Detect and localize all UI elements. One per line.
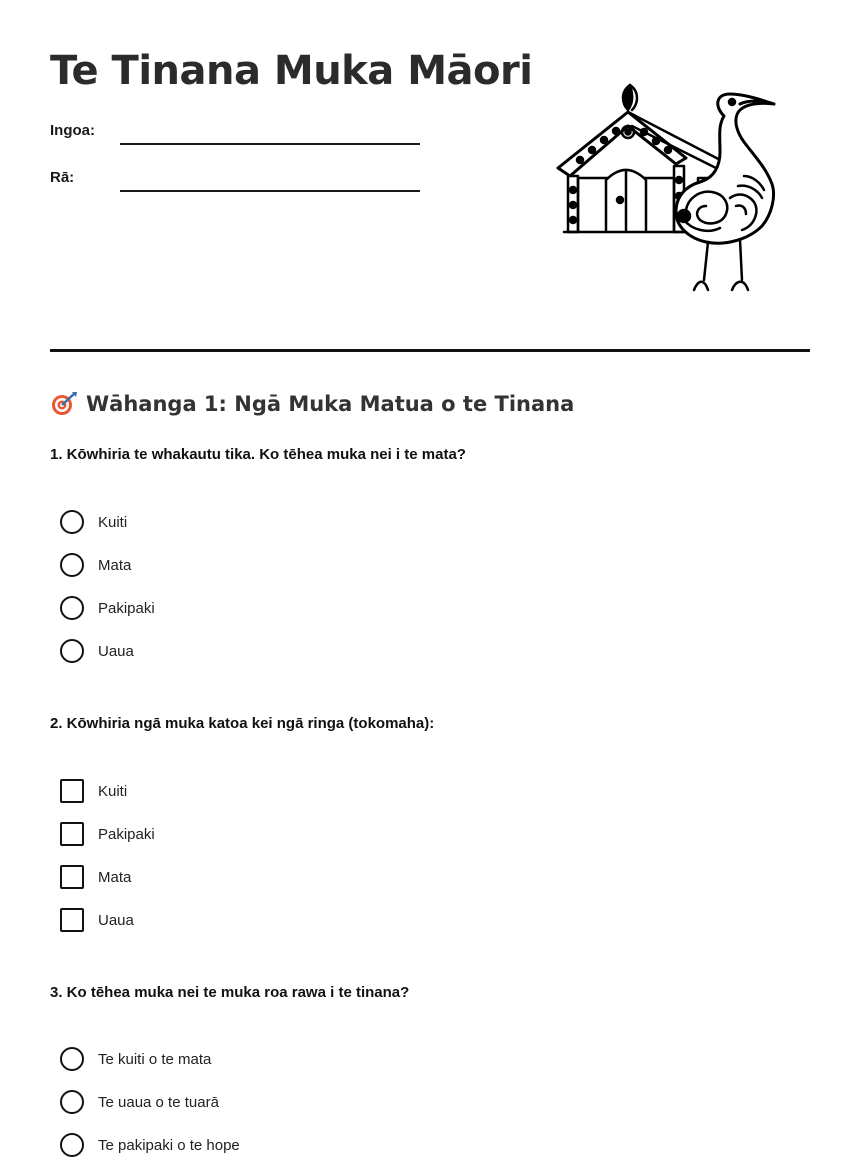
q2-option-4[interactable] [60, 907, 134, 933]
option-label: Uaua [98, 642, 134, 660]
q3-option-1[interactable] [60, 1046, 211, 1072]
radio-button[interactable] [60, 553, 84, 577]
q2-option-1[interactable] [60, 778, 127, 804]
question-2: 2. Kōwhiria ngā muka katoa kei ngā ringa (tokomaha): [50, 715, 435, 732]
date-label: Rā: [50, 169, 75, 186]
radio-button[interactable] [60, 510, 84, 534]
question-1: 1. Kōwhiria te whakautu tika. Ko tēhea muka nei i te mata? [50, 446, 466, 463]
target-icon [50, 390, 78, 418]
checkbox[interactable] [60, 908, 84, 932]
radio-button[interactable] [60, 639, 84, 663]
option-label: Mata [98, 868, 132, 886]
radio-button[interactable] [60, 1133, 84, 1157]
q1-option-2[interactable] [60, 552, 131, 578]
name-label: Ingoa: [50, 122, 95, 139]
checkbox[interactable] [60, 822, 84, 846]
question-3: 3. Ko tēhea muka nei te muka roa rawa i te tinana? [50, 984, 410, 1001]
q3-option-2[interactable] [60, 1089, 219, 1115]
option-label: Te uaua o te tuarā [98, 1093, 219, 1111]
option-label: Kuiti [98, 513, 128, 531]
q1-option-4[interactable] [60, 638, 134, 664]
radio-button[interactable] [60, 1090, 84, 1114]
option-label: Uaua [98, 911, 134, 929]
q2-option-3[interactable] [60, 864, 131, 890]
option-label: Mata [98, 556, 132, 574]
q1-option-1[interactable] [60, 509, 127, 535]
q3-option-3[interactable] [60, 1132, 240, 1158]
checkbox[interactable] [60, 779, 84, 803]
option-label: Kuiti [98, 782, 128, 800]
name-input-line[interactable] [120, 143, 420, 145]
worksheet-title: Te Tinana Muka Māori [50, 48, 533, 94]
checkbox[interactable] [60, 865, 84, 889]
option-label: Pakipaki [98, 599, 155, 617]
radio-button[interactable] [60, 596, 84, 620]
bird-icon [676, 94, 774, 290]
header-divider [50, 349, 810, 352]
option-label: Te pakipaki o te hope [98, 1136, 240, 1154]
section-1-title-text: Wāhanga 1: Ngā Muka Matua o te Tinana [86, 392, 575, 416]
q1-option-3[interactable] [60, 595, 155, 621]
q2-option-2[interactable] [60, 821, 155, 847]
option-label: Te kuiti o te mata [98, 1050, 212, 1068]
section-1-title [50, 390, 574, 418]
radio-button[interactable] [60, 1047, 84, 1071]
option-label: Pakipaki [98, 825, 155, 843]
wharenui-and-bird-illustration [548, 80, 780, 295]
date-input-line[interactable] [120, 190, 420, 192]
